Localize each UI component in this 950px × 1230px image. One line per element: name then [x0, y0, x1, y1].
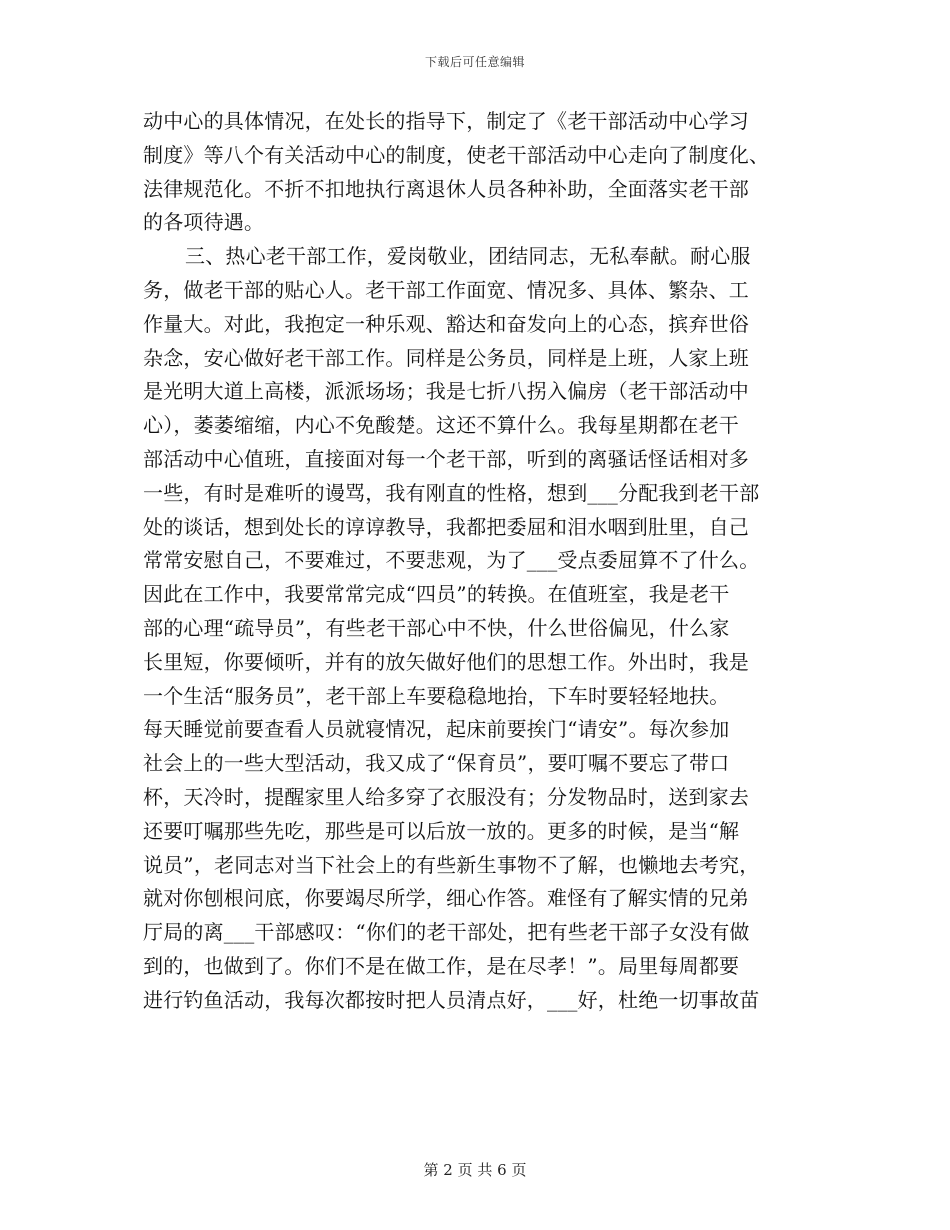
paragraph-start-line: 三、热心老干部工作，爱岗敬业，团结同志，无私奉献。耐心服	[185, 244, 751, 269]
text-line: 到的，也做到了。你们不是在做工作，是在尽孝！”。局里每周都要	[143, 953, 740, 978]
page-number-footer: 第 2 页 共 6 页	[423, 1161, 527, 1179]
text-line: 常常安慰自己，不要难过，不要悲观，为了___受点委屈算不了什么。	[143, 548, 760, 573]
text-line: 杯，天冷时，提醒家里人给多穿了衣服没有；分发物品时，送到家去	[143, 784, 749, 809]
text-line: 进行钓鱼活动，我每次都按时把人员清点好，___好，杜绝一切事故苗	[143, 987, 760, 1012]
text-line: 社会上的一些大型活动，我又成了“保育员”，要叮嘱不要忘了带口	[143, 751, 730, 776]
text-line: 就对你刨根问底，你要竭尽所学，细心作答。难怪有了解实情的兄弟	[143, 886, 749, 911]
text-line: 务，做老干部的贴心人。老干部工作面宽、情况多、具体、繁杂、工	[143, 277, 749, 302]
text-line: 一个生活“服务员”，老干部上车要稳稳地抬，下车时要轻轻地扶。	[143, 683, 730, 708]
page-header-note: 下载后可任意编辑	[424, 55, 525, 69]
text-line: 长里短，你要倾听，并有的放矢做好他们的思想工作。外出时，我是	[143, 649, 749, 674]
text-line: 作量大。对此，我抱定一种乐观、豁达和奋发向上的心态，摈弃世俗	[143, 311, 749, 336]
text-line: 部的心理“疏导员”，有些老干部心中不快，什么世俗偏见，什么家	[143, 615, 730, 640]
text-line: 每天睡觉前要查看人员就寝情况，起床前要挨门“请安”。每次参加	[143, 717, 730, 742]
document-body	[143, 105, 813, 1018]
text-line: 动中心的具体情况，在处长的指导下，制定了《老干部活动中心学习	[143, 109, 749, 133]
text-line: 因此在工作中，我要常常完成“四员”的转换。在值班室，我是老干	[143, 582, 730, 607]
text-line: 处的谈话，想到处长的谆谆教导，我都把委屈和泪水咽到肚里，自己	[143, 514, 749, 539]
text-line: 还要叮嘱那些先吃，那些是可以后放一放的。更多的时候，是当“解	[143, 818, 740, 843]
text-line: 心），萎萎缩缩，内心不免酸楚。这还不算什么。我每星期都在老干	[143, 413, 739, 438]
text-line: 杂念，安心做好老干部工作。同样是公务员，同样是上班，人家上班	[143, 345, 749, 370]
text-line: 的各项待遇。	[143, 210, 265, 235]
text-line: 厅局的离___干部感叹：“你们的老干部处，把有些老干部子女没有做	[143, 920, 750, 945]
text-line: 说员”，老同志对当下社会上的有些新生事物不了解，也懒地去考究，	[143, 852, 760, 877]
text-line: 是光明大道上高楼，派派场场；我是七折八拐入偏房（老干部活动中	[143, 379, 749, 404]
text-line: 部活动中心值班，直接面对每一个老干部，听到的离骚话怪话相对多	[143, 446, 749, 471]
text-line: 一些，有时是难听的谩骂，我有刚直的性格，想到___分配我到老干部	[143, 480, 760, 505]
text-line: 法律规范化。不折不扣地执行离退休人员各种补助，全面落实老干部	[143, 176, 749, 201]
text-line: 制度》等八个有关活动中心的制度，使老干部活动中心走向了制度化、	[143, 142, 770, 167]
